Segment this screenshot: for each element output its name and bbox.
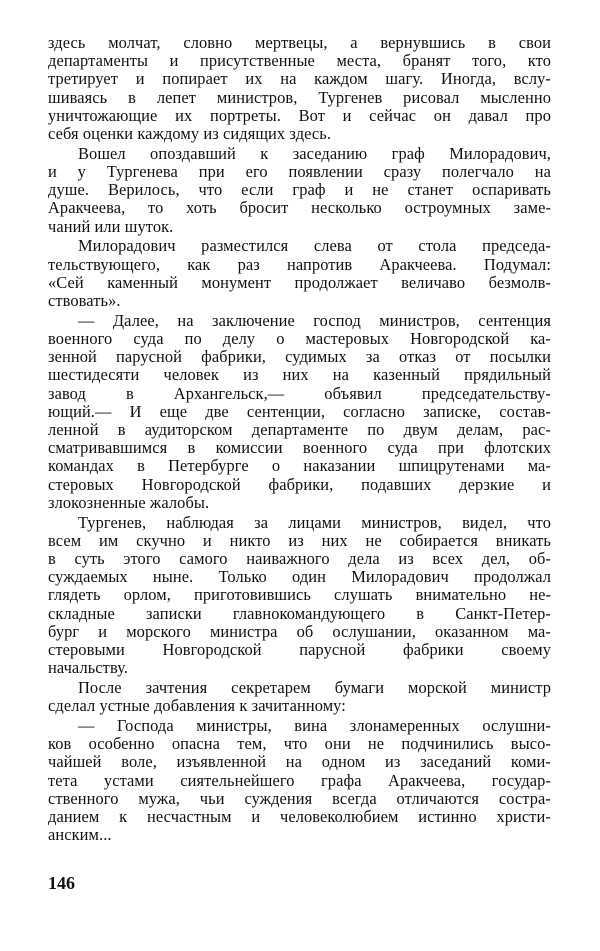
- text-line: себя оценки каждому из сидящих здесь.: [48, 124, 332, 143]
- text-line: и у Тургенева при его появлении сразу полегчало на: [48, 162, 551, 181]
- text-line: военного суда по делу о мастеровых Новгородской ка-: [48, 329, 551, 348]
- text-line: начальству.: [48, 658, 129, 678]
- text-line: стеровыми Новгородской парусной фабрики своему: [48, 640, 551, 659]
- text-line: чайшей воле, изъявленной на одном из заседаний коми-: [48, 752, 551, 772]
- text-line: суждаемых ныне. Только один Милорадович продолжал: [48, 567, 551, 587]
- text-line: тельствующего, как раз напротив Аракчеева. Подумал:: [48, 254, 551, 274]
- text-line: уничтожающие их портреты. Вот и сейчас он давал про: [48, 105, 551, 125]
- text-line: — Далее, на заключение господ министров, сентенция: [78, 310, 551, 330]
- text-line: данием к несчастным и человеколюбием истинно христи-: [48, 807, 551, 826]
- text-line: ленной в аудиторском департаменте по двум делам, рас-: [48, 420, 551, 439]
- text-line: командах в Петербурге о наказании шпицрутенами ма-: [48, 456, 551, 476]
- text-line: После зачтения секретарем бумаги морской министр: [78, 678, 551, 697]
- text-line: ствовать».: [48, 291, 121, 310]
- text-line: в суть этого самого наиважного дела из всех дел, об-: [48, 549, 551, 568]
- text-line: зенной парусной фабрики, судимых за отказ от посылки: [48, 347, 551, 367]
- text-line: третирует и попирает их на каждом шагу. Иногда, вслу-: [48, 69, 551, 89]
- text-line: — Господа министры, вина злонамеренных ослушни-: [78, 716, 551, 735]
- text-line: Вошел опоздавший к заседанию граф Милорадович,: [78, 143, 551, 163]
- text-line: душе. Верилось, что если граф и не станет оспаривать: [48, 180, 551, 200]
- text-line: департаменты и присутственные места, бранят того, кто: [48, 51, 551, 71]
- text-line: бург и морского министра об ослушании, оказанном ма-: [48, 621, 551, 641]
- text-line: Аракчеева, то хоть бросит несколько остроумных заме-: [48, 198, 551, 218]
- text-line: анским...: [48, 825, 112, 845]
- text-line: здесь молчат, словно мертвецы, а вернувшись в свои: [48, 33, 551, 52]
- text-line: складные записки главнокомандующего в Санкт-Петер-: [48, 603, 551, 623]
- text-line: сделал устные добавления к зачитанному:: [48, 696, 346, 716]
- text-line: ственного мужа, чьи суждения всегда отличаются состра-: [48, 788, 551, 808]
- text-line: стеровых Новгородской фабрики, подавших дерзкие и: [48, 474, 551, 494]
- text-line: злокозненные жалобы.: [48, 492, 210, 512]
- text-line: всем им скучно и никто из них не собирается вникать: [48, 530, 551, 550]
- page-number: 146: [48, 873, 75, 893]
- text-line: тета устами сиятельнейшего графа Аракчеева, государ-: [48, 770, 551, 790]
- text-line: ков особенно опасна тем, что они не подчинились высо-: [48, 734, 551, 754]
- text-line: глядеть орлом, приготовившись слушать внимательно не-: [48, 585, 551, 605]
- text-line: шиваясь в лепет министров, Тургенев рисовал мысленно: [48, 87, 551, 107]
- text-line: сматривавшимся в комиссии военного суда при флотских: [48, 438, 551, 458]
- text-line: завод в Архангельск,— объявил председательству-: [48, 383, 551, 403]
- text-line: Тургенев, наблюдая за лицами министров, видел, что: [78, 512, 551, 532]
- text-line: чаний или шуток.: [48, 216, 174, 236]
- text-line: «Сей каменный монумент продолжает величаво безмолв-: [48, 272, 551, 292]
- text-line: ющий.— И еще две сентенции, согласно записке, состав-: [48, 401, 551, 421]
- book-page-continued: [48, 34, 551, 914]
- text-line: шестидесяти человек из них на казенный прядильный: [48, 365, 551, 385]
- text-line: Милорадович разместился слева от стола председа-: [78, 236, 551, 256]
